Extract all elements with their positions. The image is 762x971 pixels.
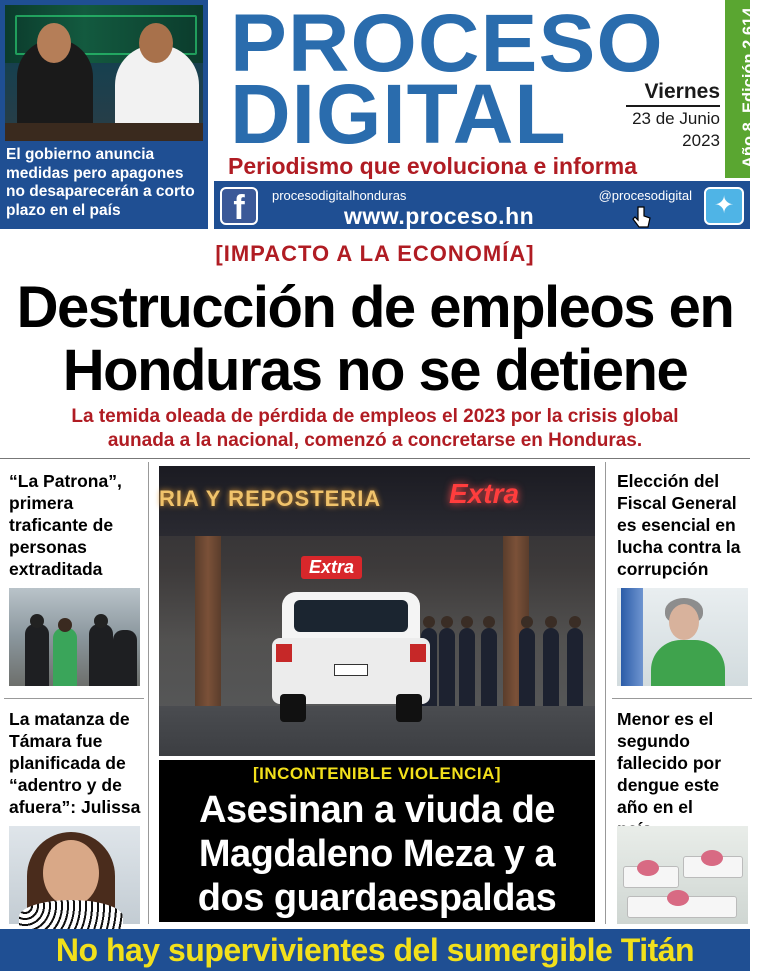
bottom-banner-text: No hay supervivientes del sumergible Titán <box>55 932 695 968</box>
violence-headline <box>159 788 595 920</box>
edition-number: Año 8, Edición 2,614 <box>740 7 758 168</box>
main-kicker: [IMPACTO A LA ECONOMÍA] <box>215 241 535 266</box>
left-story-2[interactable] <box>9 708 147 928</box>
right-story-divider <box>612 698 752 699</box>
left-column-divider <box>148 462 149 924</box>
right-story-2-text: Menor es el segundo fallecido por dengue este año en el <box>617 709 722 817</box>
violence-headline-line1: Asesinan a viuda de <box>199 789 555 831</box>
date-year: 2023 <box>682 131 720 150</box>
left-story-2-photo <box>9 826 140 924</box>
right-column-divider <box>605 462 606 924</box>
social-bar <box>214 181 750 229</box>
edition-bar <box>725 0 758 178</box>
center-photo[interactable] <box>159 466 595 756</box>
facebook-handle[interactable]: procesodigitalhonduras <box>272 188 407 203</box>
slogan: Periodismo que evoluciona e informa <box>228 153 637 179</box>
storefront <box>159 466 595 536</box>
twitter-handle[interactable]: @procesodigital <box>598 188 692 203</box>
left-story-1-text: “La Patrona”, primera traficante de personas extraditada <box>9 471 122 579</box>
twitter-icon[interactable]: ✦ <box>704 187 744 225</box>
masthead <box>214 0 758 229</box>
main-subhead <box>0 405 750 453</box>
top-promo-text: El gobierno anuncia medidas pero apagones no desaparecerán a corto plazo en el país <box>6 146 195 219</box>
pointer-cursor-icon <box>630 205 654 229</box>
main-headline-line2: Honduras no se detiene <box>62 338 688 403</box>
main-headline[interactable] <box>0 276 750 402</box>
right-story-1[interactable] <box>617 470 755 692</box>
issue-date <box>626 80 720 151</box>
left-story-divider <box>4 698 144 699</box>
violence-headline-line2: Magdaleno Meza y a <box>198 833 556 875</box>
left-story-1[interactable] <box>9 470 147 692</box>
right-story-2-photo <box>617 826 748 924</box>
right-story-1-photo <box>617 588 748 686</box>
right-story-2[interactable] <box>617 708 755 928</box>
divider <box>0 458 750 459</box>
violence-story[interactable] <box>159 760 595 922</box>
bottom-banner[interactable] <box>0 929 750 971</box>
main-subhead-line2: aunada a la nacional, comenzó a concretarse en Honduras. <box>107 430 643 451</box>
main-headline-line1: Destrucción de empleos en <box>16 275 734 340</box>
date-full: 23 de Junio <box>632 109 720 128</box>
left-story-2-text: La matanza de Támara fue planificada de “adentro y de afuera”: Julissa <box>9 709 141 817</box>
brand-sign-small: Extra <box>301 556 362 579</box>
brand-sign: Extra <box>449 478 520 509</box>
store-sign: RIA Y REPOSTERIA <box>159 486 382 511</box>
violence-headline-line3: dos guardaespaldas <box>197 877 557 919</box>
website-link[interactable]: www.proceso.hn <box>344 203 535 229</box>
violence-kicker: [INCONTENIBLE VIOLENCIA] <box>252 764 502 783</box>
right-story-1-text: Elección del Fiscal General es esencial en lucha contra la corrupción <box>617 471 741 579</box>
left-story-1-photo <box>9 588 140 686</box>
facebook-icon[interactable]: f <box>220 187 258 225</box>
white-suv <box>272 592 430 722</box>
logo-proceso: PROCESO <box>230 0 664 89</box>
top-promo-photo <box>5 5 203 141</box>
top-promo-story[interactable] <box>0 0 208 229</box>
logo-digital: DIGITAL <box>230 67 567 161</box>
date-day: Viernes <box>626 80 720 107</box>
main-subhead-line1: La temida oleada de pérdida de empleos el 2023 por la crisis global <box>71 406 679 427</box>
